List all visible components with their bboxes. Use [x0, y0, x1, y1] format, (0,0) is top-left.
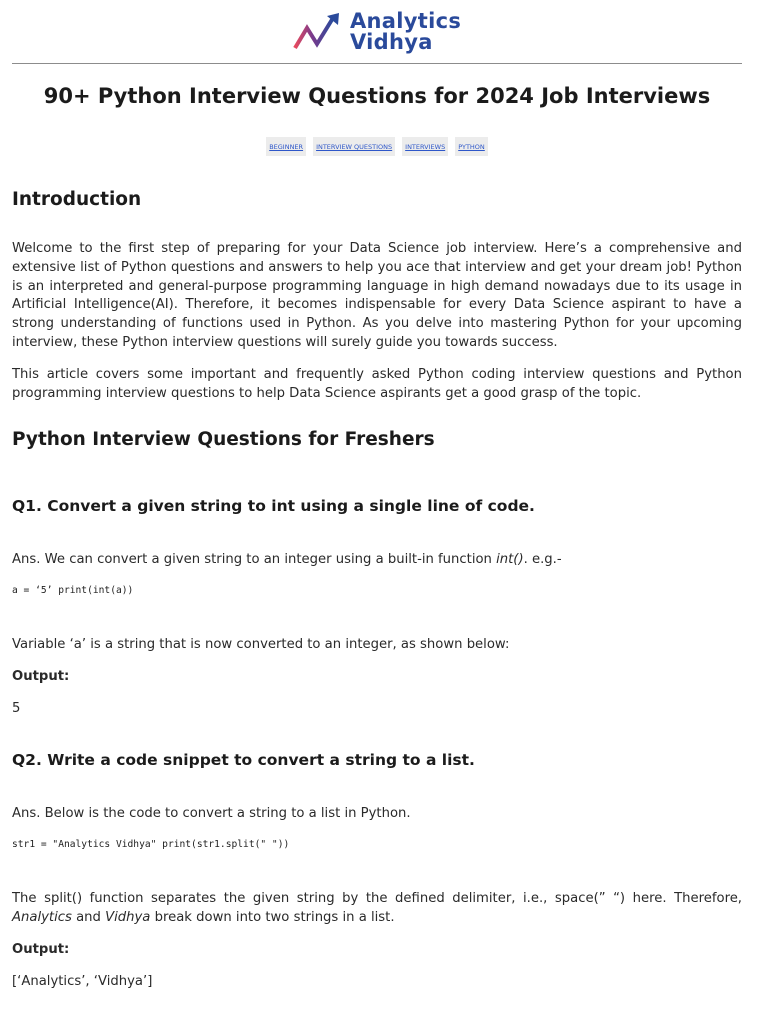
q2-output-label: Output:	[12, 942, 70, 957]
tag-beginner[interactable]: BEGINNER	[266, 137, 306, 156]
intro-heading: Introduction	[12, 189, 142, 210]
article-title: 90+ Python Interview Questions for 2024 Job Interviews	[43, 84, 711, 108]
q1-heading: Q1. Convert a given string to int using a single line of code.	[12, 497, 535, 515]
q1-explanation: Variable ‘a’ is a string that is now converted to an integer, as shown below:	[12, 637, 510, 652]
q2-explanation	[12, 890, 742, 928]
tag-list	[12, 137, 742, 156]
brand-name	[350, 11, 461, 53]
trend-arrow-icon	[293, 12, 347, 52]
q1-code-snippet: a = ‘5’ print(int(a))	[12, 585, 134, 596]
article-page	[12, 0, 742, 989]
q1-output-label: Output:	[12, 669, 70, 684]
freshers-section-heading: Python Interview Questions for Freshers	[12, 429, 435, 450]
q2-explanation-word2: Vidhya	[105, 909, 151, 925]
q1-output-value: 5	[12, 701, 21, 716]
q2-explanation-tail: break down into two strings in a list.	[150, 909, 395, 925]
q2-heading: Q2. Write a code snippet to convert a string to a list.	[12, 751, 475, 769]
tag-python[interactable]: PYTHON	[455, 137, 488, 156]
site-header	[12, 0, 742, 64]
q2-explanation-and: and	[71, 909, 106, 925]
q2-output-value: [‘Analytics’, ‘Vidhya’]	[12, 974, 153, 989]
brand-name-line2: Vidhya	[350, 30, 433, 54]
brand-logo[interactable]	[293, 9, 463, 55]
brand-name-line1: Analytics	[350, 9, 462, 33]
intro-paragraph-1: Welcome to the first step of preparing for your Data Science job interview. Here’s a comprehensive and extensive list of Python questions and answers to help you ace that interview and get your dream job! Python is an interpreted and general-purpose programming language in high demand nowadays due to its usage in Artificial Intelligence(AI). Therefore, it becomes indispensable for every Data Science aspirant to have a strong understanding of functions used in Python. As you delve into mastering Python for your upcoming interview, these Python interview questions will surely guide you towards success.	[12, 241, 742, 350]
q1-answer	[12, 551, 562, 569]
tag-interviews[interactable]: INTERVIEWS	[402, 137, 448, 156]
q1-answer-suffix: . e.g.-	[523, 552, 562, 567]
q1-answer-func: int()	[496, 552, 524, 567]
tag-interview-questions[interactable]: INTERVIEW QUESTIONS	[313, 137, 395, 156]
q2-answer: Ans. Below is the code to convert a string to a list in Python.	[12, 806, 411, 821]
intro-paragraph-2: This article covers some important and frequently asked Python coding interview questions and Python programming interview questions to help Data Science aspirants get a good grasp of the topic.	[12, 367, 742, 401]
q2-explanation-line1: The split() function separates the given string by the defined delimiter, i.e., space(” “) here. Therefore,	[12, 891, 742, 906]
q1-answer-prefix: Ans. We can convert a given string to an integer using a built-in function	[12, 552, 497, 567]
q2-explanation-word1: Analytics	[12, 909, 72, 925]
q2-code-snippet: str1 = "Analytics Vidhya" print(str1.split(" "))	[12, 839, 290, 850]
